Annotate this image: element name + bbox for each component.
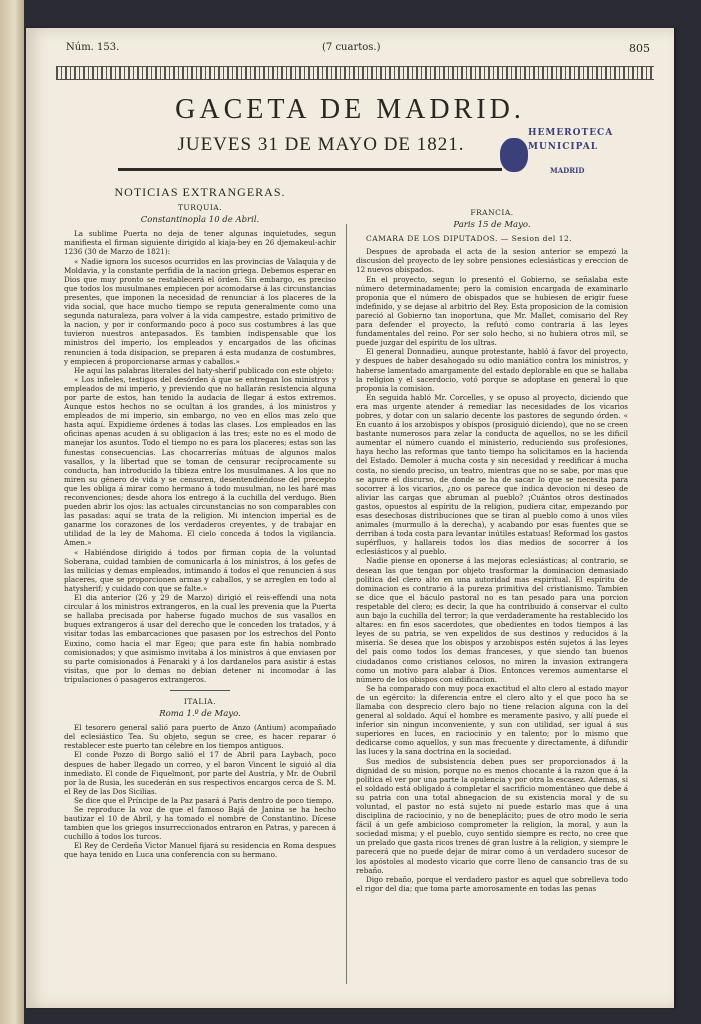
article-paragraph: Se reproduce la voz de que el famoso Bajá de Janina se ha hecho bautizar el 10 de Abril, y ha tomado el nombre de Constantino. Dícese tambien que los griegos insurreccionados entraron en Patras, y parecen á cuchillo á todos los turcos. [64, 805, 336, 842]
left-column [64, 185, 336, 860]
issue-price: (7 cuartos.) [322, 42, 381, 53]
masthead-title: GACETA DE MADRID. [175, 94, 525, 125]
camara-subheading: CAMARA DE LOS DIPUTADOS. — Sesion del 12. [366, 234, 573, 244]
library-stamp [500, 128, 630, 184]
article-paragraph: En el proyecto, segun lo presentó el Gobierno, se señalaba este número determinadamente; pero la comision encargada de examinarlo proponia que el número de obispados que se hubiesen de erigir fuese indefinido, y se dejase al arbitrio del Rey. Esta proposicion de la comision pareció al Gobierno tan inoportuna, que Mr. Mallet, comisario del Rey para defender el proyecto, la refutó como contraria á las leyes fundamentales del reino. Por ser solo hecho, si no hubiera otros mil, se puede juzgar del espíritu de los ultras. [356, 274, 628, 348]
article-paragraph: Digo rebaño, porque el verdadero pastor es aquel que sobrelleva todo el rigor del dia; que toma parte amorosamente en todas las penas [356, 874, 628, 893]
article-paragraph: « Los infieles, testigos del desórden á que se entregan los ministros y empleados de mi imperio, y previendo que no hallarán resistencia alguna por parte de estos, han tenido la audacia de llegar á estos extremos. Aunque estos hechos no se ocultan á los grandes, á los ministros y empleados de mi imperio, sin embargo, no veo en ellos mas zelo que hasta aquí. Expidieme órdenes á todas las clases. Los empleados en las oficinas apenas acuden á su obligacion á las tres; este no es el modo de manejar los asuntos. Todo el tiempo no es para los placeres; estas son las funestas consecuencias. Las chocarrerías mútuas de algunos malos vasallos, y la libertad que se toman de censurar recíprocamente su conducta, han introducido la tibieza entre los musulmanes. A los que no miren su género de vida y se censuren, desentendiéndose del precepto que les obliga á mirar como hermano á todo musulman, no les haré mas reconvenciones; desde ahora los entrego á la cuchilla del verdugo. Bien pueden abrir los ojos: las actuales circunstancias no son comparables con las pasadas: aquí se trata de la religion. Mi intencion imperial es de ganarme los corazones de los verdaderos creyentes, y de trabajar en utilidad de la ley de Mahoma. El cielo conceda á todos la vigilancia. Amen.» [64, 374, 336, 548]
article-paragraph: He aquí las palabras literales del haty-sherif publicado con este objeto: [74, 365, 334, 375]
newspaper-page [26, 28, 674, 1008]
article-paragraph: La sublime Puerta no deja de tener algunas inquietudes, segun manifiesta el firman siguiente dirigido al kiaja-bey en 26 djemakeul-achir 1236 (30 de Marzo de 1821): [64, 229, 336, 257]
section-title: NOTICIAS EXTRANGERAS. [114, 185, 286, 199]
article-paragraph: El general Donnadieu, aunque protestante, habló á favor del proyecto, y despues de haber desahogado su odio maniático contra los ministros, y haberse lamentado amargamente del estado deplorable en que se hallaba la religion y el sacerdocio, votó porque se adoptase en general lo que proponia la comision. [356, 347, 628, 393]
italia-heading: ITALIA. [183, 696, 217, 706]
article-paragraph: Se dice que el Príncipe de la Paz pasará á Paris dentro de poco tiempo. [74, 795, 334, 805]
stamp-line-1: HEMEROTECA [528, 128, 614, 138]
article-paragraph: El conde Pozzo di Borgo salió el 17 de Abril para Laybach, poco despues de haber llegado un correo, y el baron Vincent le siguió al dia inmediato. El conde de Fiquelmont, por parte del Austria, y Mr. de Oubril por la de Rusia, les sucederán en sus respectivos encargos cerca de S. M. el Rey de las Dos Sicilias. [64, 750, 336, 796]
article-paragraph: « Nadie ignora los sucesos ocurridos en las provincias de Valaquia y de Moldavia, y la constante perfidia de la nacion griega. Debemos esperar en Dios que muy pronto se restablecerá el órden. Sin embargo, es preciso que todos los musulmanes empiecen por acomodarse á las circunstancias presentes, que imponen la necesidad de renunciar á los placeres de la vida social, que hace mucho tiempo se reputa generalmente como una segunda naturaleza, para volver á la vida campestre, estado primitivo de la nacion, y por ir conformando poco á poco sus costumbres á las que tuvieron nuestros antepasados. Es tambien indispensable que los ministros del imperio, los empleados y encargados de las oficinas renuncien á toda disipacion, se preparen á esta mudanza de costumbres, y empiecen á proporcionarse armas y caballos.» [64, 256, 336, 366]
article-paragraph: En seguida habló Mr. Corcelles, y se opuso al proyecto, diciendo que era mas urgente atender á remediar las necesidades de los vicarios pobres, y dotar con un salario decente los pastores de segundo órden. « En cuanto á los arzobispos y obispos (prosiguió diciendo), que no se creen bastante numerosos para zelar la conducta de aquellos, no se les dificil aumentar el número cuando el ministerio, reduciendo sus profesiones, haya hecho las reformas que tanto tiempo ha solicitamos en la hacienda del Estado. Demoler á mucha costa y sin necesidad y reedificar á mucha costa, no siendo preciso, un teatro, mientras que no se sabe, por mas que se apure el discurso, de donde se ha de sacar lo que se necesita para socorrer á los vicarios, ¿no os parece que indica devocion ni deseo de aliviar las cargas que abruman al pueblo? ¡Cuántos otros destinados gastos, opuestos al espíritu de la religion, pudiera citar, empezando por esas desechosas distribuciones que se tiran al pueblo como á unos viles animales (murmullo á la derecha), y acabando por esas fuentes que se derriban á toda costa para levantar inútiles estatuas! Reformad los gastos supérfluos, y hallareis todos los dias medios de socorrer á los eclesiásticos y al pueblo. [356, 392, 628, 557]
section-divider [170, 690, 230, 691]
decorative-border [56, 66, 654, 80]
issue-number: Núm. 153. [66, 42, 120, 53]
article-paragraph: El tesorero general salió para puerto de Anzo (Antium) acompañado del eclesiástico Tea. Su objeto, segun se cree, es hacer reparar ó restablecer este puerto tan célebre en los tiempos antiguos. [64, 723, 336, 751]
right-column [356, 188, 628, 893]
masthead-date: JUEVES 31 DE MAYO DE 1821. [177, 134, 465, 155]
article-paragraph: « Habiéndose dirigido á todos por firman copia de la voluntad Soberana, cuidad tambien de comunicarla á los ministros, á los gefes de las milicias y demas empleados, intimando á todos el que renuncien á sus placeres, que se proporcionen armas y caballos, y se arreglen en todo al hatysherif; y cuidado con que se falte.» [64, 547, 336, 593]
article-paragraph: El Rey de Cerdeña Victor Manuel fijará su residencia en Roma despues que haya tenido en Luca una conferencia con su hermano. [64, 841, 336, 860]
italia-dateline: Roma 1.º de Mayo. [159, 709, 241, 720]
article-paragraph: El dia anterior (26 y 29 de Marzo) dirigió el reis-effendi una nota circular á los ministros extrangeros, en la cual les prevenia que la Puerta se hallaba precisada por haberse fugado muchos de sus vasallos en buques extrangeros á usar del derecho que le conceden los tratados, y á visitar todas las embarcaciones que pasasen por los estrechos del Ponto Euxino, como hacia el mar Egeo; que para este fin habia nombrado comisionados; y que asimismo invitaba á los ministros á que enviasen por su parte comisionados á Fenaraki y á los dardanelos para asistir á estas visitas, que por lo demas no debian detener ni incomodar á las tripulaciones ó pasageros extrangeros. [64, 593, 336, 684]
turquia-heading: TURQUIA. [177, 203, 223, 213]
turquia-dateline: Constantinopla 10 de Abril. [140, 215, 260, 226]
stamp-line-2: MUNICIPAL [528, 142, 599, 152]
masthead-rule [118, 168, 502, 171]
stamp-line-3: MADRID [550, 166, 585, 175]
article-paragraph: Se ha comparado con muy poca exactitud el alto clero al estado mayor de un egército: la diferencia entre el clero alto y el que poco ha se llamaba con desprecio clero bajo no tiene relacion alguna con la del general al soldado. Aquí el hombre es meramente pasivo, y allí puede el inferior sin ningun inconveniente, y sun con utilidad, ser igual á sus superiores en luces, en raciocinio y en talento; por lo mismo que dedicarse como aquellos, y sun mas frecuente y directamente, á difundir las luces y la sana doctrina en la sociedad. [356, 683, 628, 757]
article-paragraph: Sus medios de subsistencia deben pues ser proporcionados á la dignidad de su mision, porque no es menos chocante á la razon que á la política el ver por una parte la opulencia y por otra la escasez. Ademas, si el soldado está obligado á completar el sacrificio momentáneo que debe á su patria con una total abnegacion de su existencia moral y de su voluntad, el pastor no está sujeto ni puede estarlo mas que á una disciplina de raciocinio, y no de beneplácito; pues de otro modo le seria fácil á un gefe ambicioso comprometer la religion, la moral, y aun la sociedad misma; y el pueblo, cuyo sentido siempre es recto, no cree que un prelado que gasta ricos trenes dé gran lustre á la religion, y siempre le parecerá que no puede dejar de mirar como á un verdadero sucesor de los apóstoles al modesto vicario que corre lleno de cansancio tras de su rebaño. [356, 756, 628, 875]
article-paragraph: Despues de aprobada el acta de la sesion anterior se empezó la discusion del proyecto de ley sobre pensiones eclesiásticas y ereccion de 12 nuevos obispados. [356, 247, 628, 275]
francia-heading: FRANCIA. [470, 208, 514, 217]
book-binding-edge [0, 0, 24, 1024]
page-number: 805 [629, 42, 650, 55]
column-divider [346, 224, 347, 984]
stamp-emblem-icon [500, 138, 528, 172]
article-paragraph: Nadie piense en oponerse á las mejoras eclesiásticas; al contrario, se desean las que tengan por objeto trasformar la dominacion demasiado política del clero alto en una autoridad mas espiritual. El espíritu de dominacion es contrario á la pureza primitiva del cristianismo. Tambien se dice que el báculo pastoral no es tan pesado para una porcion respetable del clero; es decir, la que ha contribuido á conservar el culto aun bajo la cuchilla del terror; la que verdaderamente ha restablecido los altares: en fin esos sacerdotes, que obedientes en todos tiempos á las leyes de su patria, se ven expelidos de sus destinos y reducidos á la miseria. Se desea que los obispos y arzobispos estén sujetos á las leyes del pais como todos los demas franceses, y que siendo tan buenos ciudadanos como cristianos celosos, no miren la invasion extrangera como un motivo para alabar á Dios. Entonces veremos aumentarse el número de los obispos con edificacion. [356, 556, 628, 684]
francia-dateline: Paris 15 de Mayo. [453, 220, 531, 231]
